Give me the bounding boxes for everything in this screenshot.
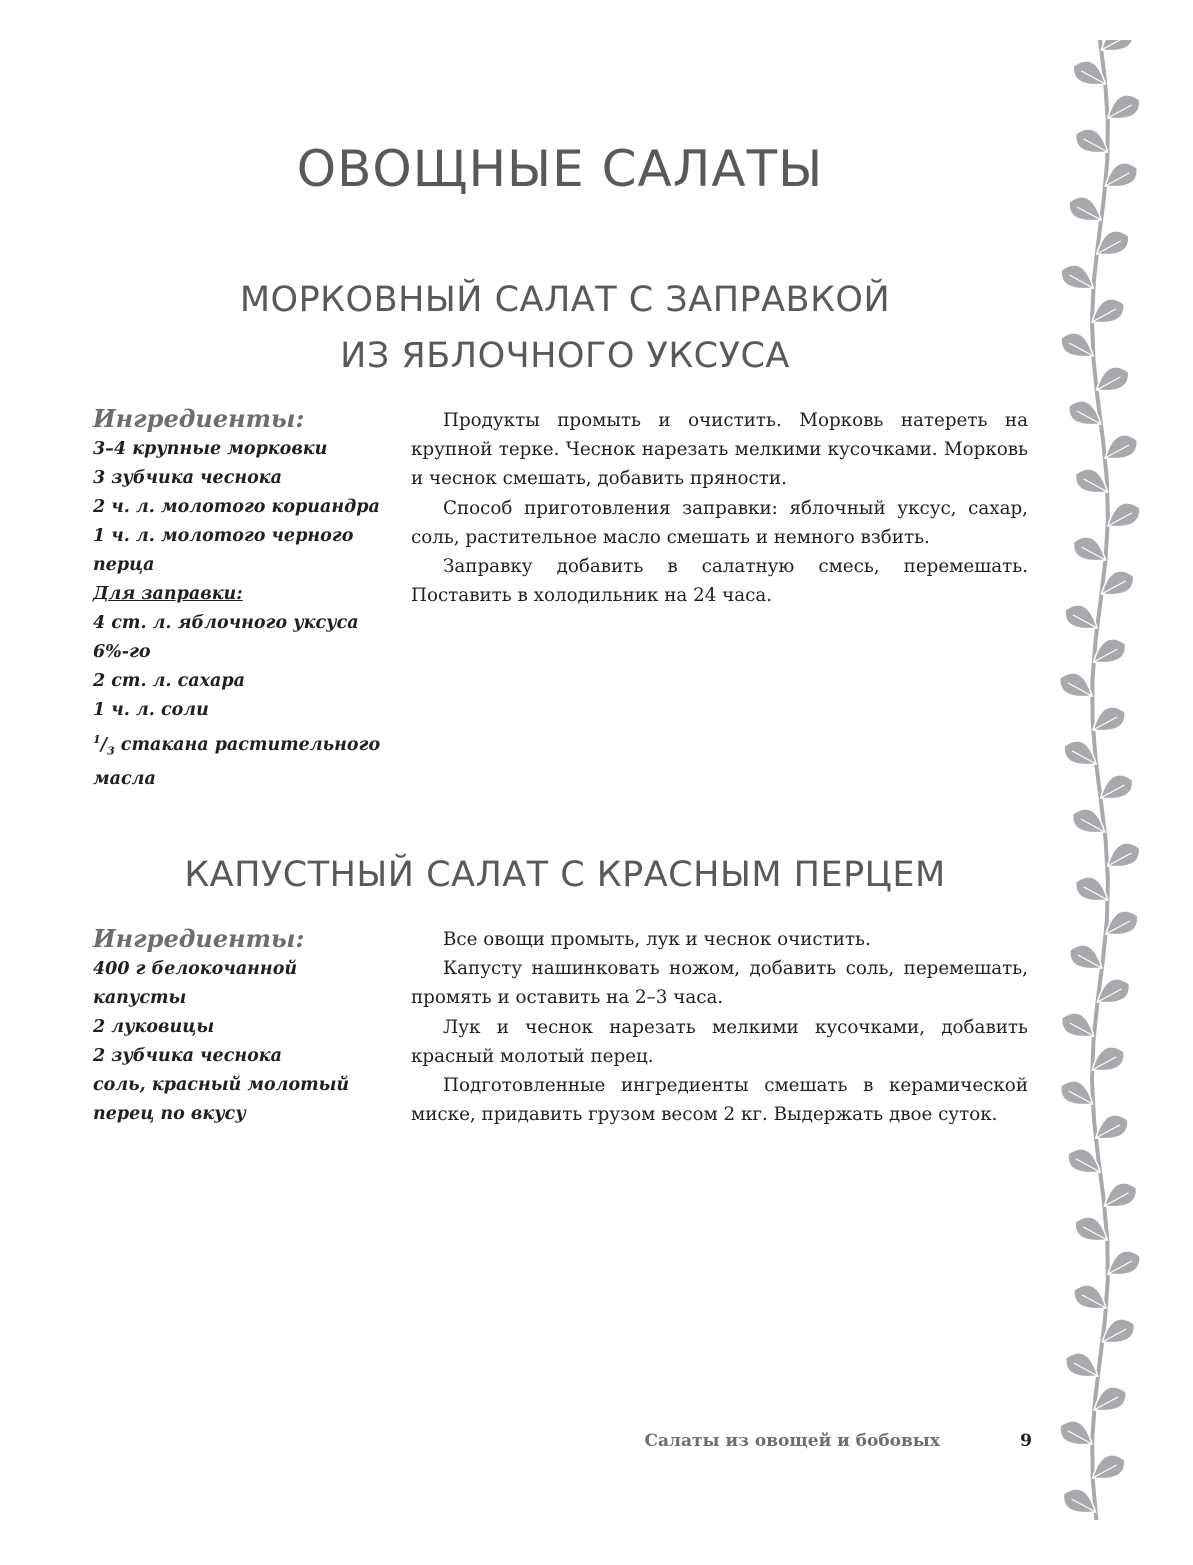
fraction-numerator: 1 [93, 733, 101, 746]
ingredient-item: капусты [93, 988, 187, 1008]
method-paragraph: Заправку добавить в салатную смесь, перемешать. Поставить в холодильник на 24 часа. [411, 556, 1028, 607]
ingredients-list-cabbage [93, 923, 398, 1129]
recipe-title-carrot [90, 272, 1040, 384]
ingredient-item: перец по вкусу [93, 1104, 246, 1124]
dressing-item: 4 ст. л. яблочного уксуса [93, 613, 359, 633]
dressing-item: масла [93, 769, 156, 790]
ingredient-item: 2 зубчика чеснока [93, 1046, 282, 1066]
recipe-title-line: КАПУСТНЫЙ САЛАТ С КРАСНЫМ ПЕРЦЕМ [184, 855, 946, 895]
method-paragraph: Все овощи промыть, лук и чеснок очистить. [443, 929, 871, 950]
dressing-heading: Для заправки: [93, 584, 243, 604]
method-paragraph: Продукты промыть и очистить. Морковь натереть на крупной терке. Чеснок нарезать мелкими кусочками. Морковь и чеснок смешать, добавить пряности. [411, 410, 1028, 490]
method-cabbage [411, 925, 1028, 1129]
dressing-item: 6%-го [93, 642, 151, 662]
method-paragraph: Лук и чеснок нарезать мелкими кусочками, добавить красный молотый перец. [411, 1016, 1028, 1067]
ingredients-list-carrot [93, 403, 398, 794]
ingredient-item: 1 ч. л. молотого черного [93, 526, 354, 546]
method-paragraph: Способ приготовления заправки: яблочный уксус, сахар, соль, растительное масло смешать и немного взбить. [411, 497, 1028, 548]
method-paragraph: Капусту нашинковать ножом, добавить соль, перемешать, промять и оставить на 2–3 часа. [411, 958, 1028, 1009]
recipe-title-line: ИЗ ЯБЛОЧНОГО УКСУСА [340, 336, 790, 376]
ingredient-item: перца [93, 555, 155, 575]
ingredient-item: 3 зубчика чеснока [93, 468, 282, 488]
page-number: 9 [1020, 1431, 1032, 1451]
running-footer: Салаты из овощей и бобовых [644, 1431, 940, 1451]
ingredient-item: 2 ч. л. молотого кориандра [93, 497, 380, 517]
ingredient-item: соль, красный молотый [93, 1075, 350, 1095]
recipe-title-line: МОРКОВНЫЙ САЛАТ С ЗАПРАВКОЙ [239, 280, 891, 320]
dressing-item: 2 ст. л. сахара [93, 671, 245, 691]
method-paragraph: Подготовленные ингредиенты смешать в керамической миске, придавить грузом весом 2 кг. Выдержать двое суток. [411, 1075, 1028, 1126]
dressing-item-fraction: $^1/_3$ стакана растительного [93, 733, 381, 758]
dressing-item: 1 ч. л. соли [93, 700, 209, 720]
ingredient-item: 2 луковицы [93, 1017, 215, 1037]
method-carrot [411, 406, 1028, 610]
ingredient-item: 400 г белокочанной [93, 959, 298, 979]
ingredients-heading: Ингредиенты: [93, 924, 305, 953]
fraction-denominator: 3 [107, 744, 115, 758]
page-title: ОВОЩНЫЕ САЛАТЫ [296, 140, 824, 198]
leaf-ornament [1040, 40, 1160, 1530]
ingredient-item: 3–4 крупные морковки [93, 439, 328, 459]
fraction-rest: стакана растительного [114, 734, 381, 755]
ingredients-heading: Ингредиенты: [93, 404, 305, 433]
recipe-title-cabbage [90, 847, 1040, 903]
